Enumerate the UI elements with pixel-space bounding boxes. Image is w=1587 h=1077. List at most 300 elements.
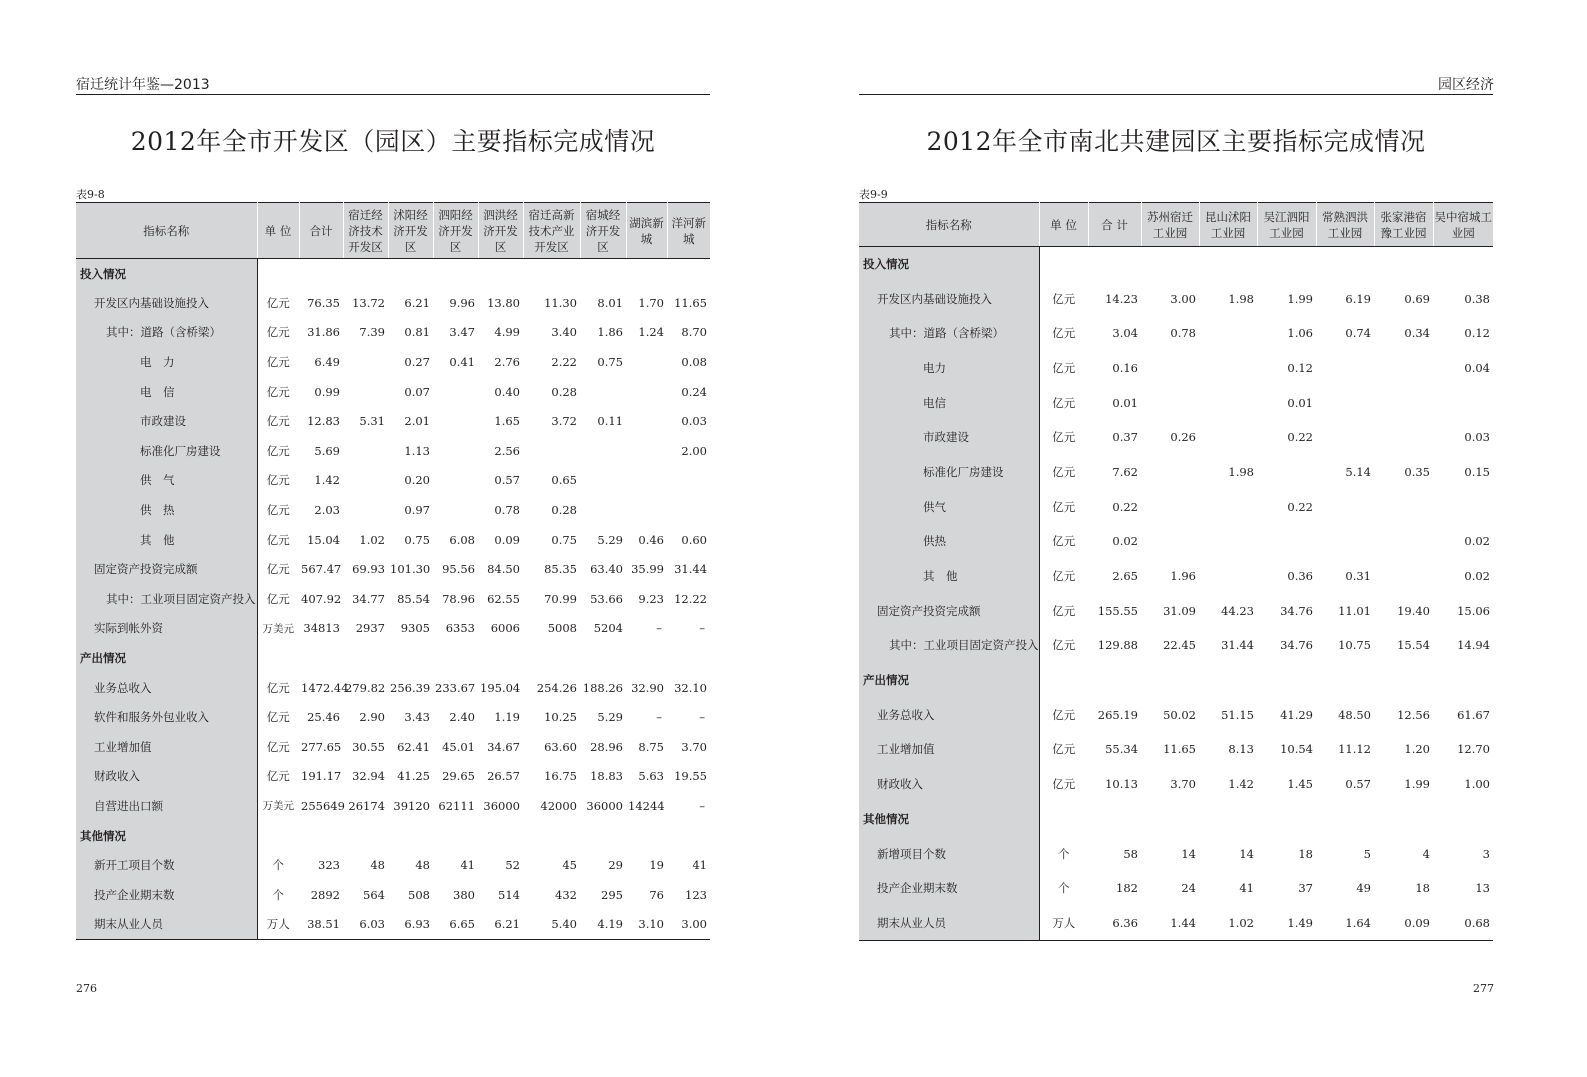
cell-value: –	[656, 621, 662, 636]
row-label: 电信	[859, 385, 1039, 420]
cell-value: 0.75	[404, 532, 430, 547]
table-row	[76, 732, 710, 762]
cell-value: 45.01	[442, 739, 475, 754]
cell-value: 5	[1363, 846, 1371, 861]
table-row	[859, 420, 1493, 455]
cell-value	[1316, 489, 1374, 524]
cell-value: 0.40	[494, 384, 520, 399]
cell-value	[626, 643, 667, 673]
cell-value: 95.56	[442, 562, 475, 577]
cell-value: 42000	[540, 798, 577, 813]
cell-value	[478, 821, 523, 851]
cell-value	[1374, 663, 1433, 698]
cell-value: –	[699, 621, 705, 636]
cell-value	[1199, 351, 1257, 386]
cell-value: 45	[562, 858, 577, 873]
cell-value: 407.92	[301, 591, 342, 606]
cell-value: 1.20	[1404, 742, 1430, 757]
cell-value: 70.99	[544, 591, 577, 606]
row-label: 其他情况	[859, 802, 1039, 837]
cell-value: 2.90	[359, 710, 385, 725]
section-row	[76, 821, 710, 851]
cell-value: 24	[1181, 881, 1196, 896]
cell-value: 1.02	[1228, 915, 1254, 930]
cell-value: 1.64	[1345, 915, 1371, 930]
row-unit: 亿元	[1052, 430, 1076, 445]
cell-value	[1374, 802, 1433, 837]
row-label: 工业增加值	[859, 732, 1039, 767]
cell-value: 2.40	[449, 710, 475, 725]
cell-value	[1374, 385, 1433, 420]
row-label: 供 气	[76, 466, 257, 496]
cell-value: 12.70	[1457, 742, 1490, 757]
cell-value: 514	[498, 887, 520, 902]
cell-value: 0.35	[1404, 464, 1430, 479]
row-label: 其中：工业项目固定资产投入	[859, 628, 1039, 663]
cell-value: 11.01	[1338, 603, 1371, 618]
cell-value: 51.15	[1221, 707, 1254, 722]
cell-value: 61.67	[1457, 707, 1490, 722]
cell-value	[626, 821, 667, 851]
cell-value: 0.09	[494, 532, 520, 547]
cell-value: 1.24	[638, 325, 664, 340]
row-unit: 万美元	[262, 622, 294, 635]
table-row	[76, 554, 710, 584]
cell-value	[343, 821, 388, 851]
cell-value	[580, 259, 626, 289]
row-unit: 亿元	[1052, 395, 1076, 410]
cell-value: 49	[1356, 881, 1371, 896]
row-unit: 万人	[1052, 915, 1076, 930]
table-row	[859, 316, 1493, 351]
row-unit: 亿元	[266, 562, 290, 577]
cell-value: 13	[1475, 881, 1490, 896]
header-rule	[859, 94, 1493, 95]
cell-value: 11.30	[544, 295, 577, 310]
cell-value: 1.42	[1228, 777, 1254, 792]
cell-value	[299, 821, 343, 851]
row-unit: 亿元	[266, 769, 290, 784]
column-header: 常熟泗洪工业园	[1316, 203, 1374, 247]
cell-value: 1.49	[1287, 915, 1313, 930]
cell-value: 1.65	[494, 414, 520, 429]
cell-value	[1316, 802, 1374, 837]
cell-value: 8.70	[681, 325, 707, 340]
cell-value: 29	[608, 858, 623, 873]
cell-value: 0.28	[551, 503, 577, 518]
cell-value: 1.02	[359, 532, 385, 547]
cell-value: 195.04	[480, 680, 521, 695]
cell-value: 0.11	[597, 414, 623, 429]
running-header: 园区经济	[1438, 77, 1494, 93]
cell-value: 62.41	[397, 739, 430, 754]
cell-value: 2.65	[1112, 569, 1138, 584]
column-header: 泗阳经济开发区	[433, 203, 478, 259]
cell-value: 0.20	[404, 473, 430, 488]
row-label: 投入情况	[859, 247, 1039, 282]
table-row	[76, 614, 710, 644]
cell-value: 4.99	[494, 325, 520, 340]
row-unit	[1039, 247, 1088, 282]
cell-value	[626, 406, 667, 436]
cell-value: 3.04	[1112, 326, 1138, 341]
cell-value	[626, 377, 667, 407]
cell-value: 12.22	[674, 591, 707, 606]
row-label: 开发区内基础设施投入	[76, 288, 257, 318]
row-label: 投入情况	[76, 259, 257, 289]
cell-value	[388, 821, 433, 851]
row-unit: 亿元	[1052, 326, 1076, 341]
table-row	[76, 288, 710, 318]
cell-value: 5.63	[638, 769, 664, 784]
cell-value: 1.99	[1404, 777, 1430, 792]
cell-value	[433, 259, 478, 289]
row-unit	[1039, 663, 1088, 698]
cell-value	[626, 495, 667, 525]
cell-value: 31.86	[307, 325, 340, 340]
row-unit: 亿元	[1052, 464, 1076, 479]
section-row	[76, 259, 710, 289]
cell-value	[1199, 802, 1257, 837]
cell-value: 123	[685, 887, 707, 902]
row-unit: 个	[272, 858, 284, 873]
cell-value: 1.99	[1287, 291, 1313, 306]
cell-value	[1316, 247, 1374, 282]
cell-value: 85.54	[397, 591, 430, 606]
cell-value	[343, 377, 388, 407]
row-unit: 个	[1058, 881, 1070, 896]
row-unit: 亿元	[266, 680, 290, 695]
row-label: 新增项目个数	[859, 836, 1039, 871]
table-row	[76, 495, 710, 525]
cell-value: 78.96	[442, 591, 475, 606]
cell-value: 41.25	[397, 769, 430, 784]
table-row	[859, 593, 1493, 628]
cell-value: 2.76	[494, 355, 520, 370]
cell-value: 0.68	[1464, 915, 1490, 930]
cell-value: 3.43	[404, 710, 430, 725]
row-label: 其 他	[859, 559, 1039, 594]
table-row	[76, 673, 710, 703]
cell-value: 279.82	[345, 680, 386, 695]
row-unit	[1039, 802, 1088, 837]
cell-value	[1374, 524, 1433, 559]
cell-value	[1199, 559, 1257, 594]
cell-value: 14.23	[1105, 291, 1138, 306]
cell-value: 0.69	[1404, 291, 1430, 306]
page-number: 276	[76, 982, 97, 995]
column-header: 合计	[299, 203, 343, 259]
cell-value: 12.56	[1397, 707, 1430, 722]
cell-value: 2937	[355, 621, 385, 636]
cell-value	[523, 259, 580, 289]
cell-value	[1316, 663, 1374, 698]
cell-value: 2892	[310, 887, 340, 902]
cell-value: 5.31	[359, 414, 385, 429]
cell-value	[1088, 663, 1141, 698]
cell-value: 8.75	[638, 739, 664, 754]
cell-value	[433, 436, 478, 466]
cell-value: 34.76	[1280, 603, 1313, 618]
cell-value: 1.42	[314, 473, 340, 488]
row-unit: 亿元	[266, 443, 290, 458]
cell-value: 0.02	[1464, 569, 1490, 584]
table-row	[76, 525, 710, 555]
cell-value: 41	[460, 858, 475, 873]
cell-value	[1257, 455, 1316, 490]
cell-value: 6006	[490, 621, 520, 636]
cell-value: 0.03	[681, 414, 707, 429]
cell-value: 14.94	[1457, 638, 1490, 653]
row-unit: 亿元	[266, 591, 290, 606]
cell-value	[1374, 559, 1433, 594]
table-row	[76, 377, 710, 407]
cell-value: 34.76	[1280, 638, 1313, 653]
row-label: 业务总收入	[859, 697, 1039, 732]
cell-value: 4.19	[597, 917, 623, 932]
row-unit: 亿元	[266, 295, 290, 310]
cell-value: 15.06	[1457, 603, 1490, 618]
cell-value	[1433, 247, 1493, 282]
row-label: 供热	[859, 524, 1039, 559]
row-unit: 亿元	[1052, 707, 1076, 722]
cell-value: 0.65	[551, 473, 577, 488]
column-header: 吴中宿城工业园	[1433, 203, 1493, 247]
cell-value: 1472.44	[301, 680, 349, 695]
cell-value	[580, 466, 626, 496]
row-label: 其中：工业项目固定资产投入	[76, 584, 257, 614]
cell-value: 8.01	[597, 295, 623, 310]
table-9-9	[859, 202, 1493, 941]
row-label: 财政收入	[859, 767, 1039, 802]
cell-value: 1.70	[638, 295, 664, 310]
cell-value: 254.26	[536, 680, 577, 695]
cell-value	[433, 821, 478, 851]
row-unit: 亿元	[1052, 569, 1076, 584]
row-label: 电 信	[76, 377, 257, 407]
row-unit: 亿元	[266, 414, 290, 429]
cell-value: 0.02	[1112, 534, 1138, 549]
row-label: 开发区内基础设施投入	[859, 281, 1039, 316]
cell-value: 35.99	[631, 562, 664, 577]
cell-value: 69.93	[352, 562, 385, 577]
cell-value: 32.90	[631, 680, 664, 695]
cell-value: 0.22	[1287, 499, 1313, 514]
cell-value: 5.40	[551, 917, 577, 932]
table-row	[859, 767, 1493, 802]
cell-value: 53.66	[590, 591, 623, 606]
cell-value: 2.22	[551, 355, 577, 370]
cell-value: 19.40	[1397, 603, 1430, 618]
cell-value	[433, 495, 478, 525]
cell-value: 1.45	[1287, 777, 1313, 792]
cell-value	[433, 377, 478, 407]
cell-value	[343, 259, 388, 289]
cell-value	[433, 643, 478, 673]
table-row	[76, 880, 710, 910]
cell-value: 567.47	[301, 562, 342, 577]
cell-value: 9305	[400, 621, 430, 636]
column-header: 宿迁高新技术产业开发区	[523, 203, 580, 259]
row-label: 实际到帐外资	[76, 614, 257, 644]
cell-value	[1199, 316, 1257, 351]
table-row	[76, 910, 710, 940]
cell-value: 1.96	[1170, 569, 1196, 584]
cell-value: 5204	[593, 621, 623, 636]
cell-value: 0.60	[681, 532, 707, 547]
cell-value	[388, 643, 433, 673]
cell-value: 1.98	[1228, 291, 1254, 306]
cell-value	[1433, 802, 1493, 837]
cell-value: 0.75	[597, 355, 623, 370]
cell-value: 14	[1181, 846, 1196, 861]
cell-value	[667, 495, 710, 525]
cell-value: 6.21	[404, 295, 430, 310]
cell-value: 255649	[301, 798, 345, 813]
cell-value: 26174	[348, 798, 385, 813]
cell-value	[1199, 420, 1257, 455]
cell-value: 2.56	[494, 443, 520, 458]
cell-value	[1141, 663, 1199, 698]
cell-value: 4	[1422, 846, 1430, 861]
cell-value: 3.72	[551, 414, 577, 429]
cell-value: 84.50	[487, 562, 520, 577]
cell-value: 30.55	[352, 739, 385, 754]
cell-value: 1.06	[1287, 326, 1313, 341]
cell-value: 41.29	[1280, 707, 1313, 722]
cell-value: 32.10	[674, 680, 707, 695]
cell-value: 3.70	[1170, 777, 1196, 792]
cell-value: 0.97	[404, 503, 430, 518]
cell-value: 34813	[303, 621, 340, 636]
cell-value: 14244	[628, 798, 665, 813]
left-page	[0, 0, 793, 1077]
cell-value: 31.09	[1163, 603, 1196, 618]
column-header: 单 位	[1039, 203, 1088, 247]
cell-value: 5.29	[597, 532, 623, 547]
cell-value	[580, 377, 626, 407]
cell-value: 0.15	[1464, 464, 1490, 479]
cell-value: 0.26	[1170, 430, 1196, 445]
column-header: 合 计	[1088, 203, 1141, 247]
cell-value	[1199, 247, 1257, 282]
row-unit	[257, 821, 299, 851]
row-unit: 亿元	[1052, 360, 1076, 375]
cell-value: 101.30	[390, 562, 431, 577]
cell-value: 2.03	[314, 503, 340, 518]
cell-value	[523, 821, 580, 851]
table-row	[76, 791, 710, 821]
cell-value: 0.22	[1112, 499, 1138, 514]
table-row	[859, 732, 1493, 767]
row-label: 标准化厂房建设	[76, 436, 257, 466]
cell-value: 16.75	[544, 769, 577, 784]
cell-value	[388, 259, 433, 289]
cell-value	[433, 406, 478, 436]
cell-value: 34.67	[487, 739, 520, 754]
cell-value: 0.01	[1287, 395, 1313, 410]
cell-value	[1433, 663, 1493, 698]
cell-value: 6.93	[404, 917, 430, 932]
column-header: 吴江泗阳工业园	[1257, 203, 1316, 247]
cell-value: 62.55	[487, 591, 520, 606]
cell-value: 0.12	[1287, 360, 1313, 375]
cell-value: 11.65	[674, 295, 707, 310]
row-unit: 亿元	[1052, 499, 1076, 514]
cell-value: 0.31	[1345, 569, 1371, 584]
table-row	[859, 628, 1493, 663]
cell-value: 2.00	[681, 443, 707, 458]
cell-value: –	[699, 798, 705, 813]
row-unit: 万美元	[262, 800, 294, 813]
cell-value: 3.00	[681, 917, 707, 932]
row-label: 期末从业人员	[76, 910, 257, 940]
table-row	[76, 762, 710, 792]
cell-value	[1374, 351, 1433, 386]
row-unit: 亿元	[266, 710, 290, 725]
cell-value: 1.86	[597, 325, 623, 340]
row-label: 其中：道路（含桥梁）	[859, 316, 1039, 351]
cell-value: 3.70	[681, 739, 707, 754]
cell-value: 6.08	[449, 532, 475, 547]
table-row	[76, 318, 710, 348]
cell-value: 32.94	[352, 769, 385, 784]
section-row	[859, 663, 1493, 698]
cell-value: 31.44	[1221, 638, 1254, 653]
cell-value: 1.00	[1464, 777, 1490, 792]
right-page	[793, 0, 1587, 1077]
cell-value	[478, 643, 523, 673]
cell-value: 0.78	[494, 503, 520, 518]
row-unit	[257, 259, 299, 289]
cell-value: 6.03	[359, 917, 385, 932]
row-unit: 亿元	[1052, 291, 1076, 306]
cell-value	[1316, 351, 1374, 386]
cell-value: 0.08	[681, 355, 707, 370]
column-header: 宿城经济开发区	[580, 203, 626, 259]
cell-value	[1088, 802, 1141, 837]
row-unit: 个	[272, 887, 284, 902]
cell-value: 256.39	[390, 680, 431, 695]
cell-value: 76.35	[307, 295, 340, 310]
cell-value	[580, 821, 626, 851]
row-unit: 万人	[266, 917, 290, 932]
cell-value: 34.77	[352, 591, 385, 606]
table-row	[76, 702, 710, 732]
cell-value	[1257, 663, 1316, 698]
cell-value: 48	[370, 858, 385, 873]
cell-value: 0.41	[449, 355, 475, 370]
cell-value: 0.12	[1464, 326, 1490, 341]
cell-value	[1316, 524, 1374, 559]
cell-value: 26.57	[487, 769, 520, 784]
cell-value: 6.21	[494, 917, 520, 932]
table-row	[859, 281, 1493, 316]
row-label: 供 热	[76, 495, 257, 525]
cell-value	[1199, 663, 1257, 698]
cell-value: 3	[1482, 846, 1490, 861]
cell-value: 13.80	[487, 295, 520, 310]
table-row	[859, 871, 1493, 906]
row-unit: 亿元	[266, 384, 290, 399]
cell-value	[667, 643, 710, 673]
cell-value: 5.29	[597, 710, 623, 725]
cell-value: 10.25	[544, 710, 577, 725]
cell-value	[343, 643, 388, 673]
table-row	[859, 489, 1493, 524]
cell-value: 0.24	[681, 384, 707, 399]
cell-value	[1433, 385, 1493, 420]
